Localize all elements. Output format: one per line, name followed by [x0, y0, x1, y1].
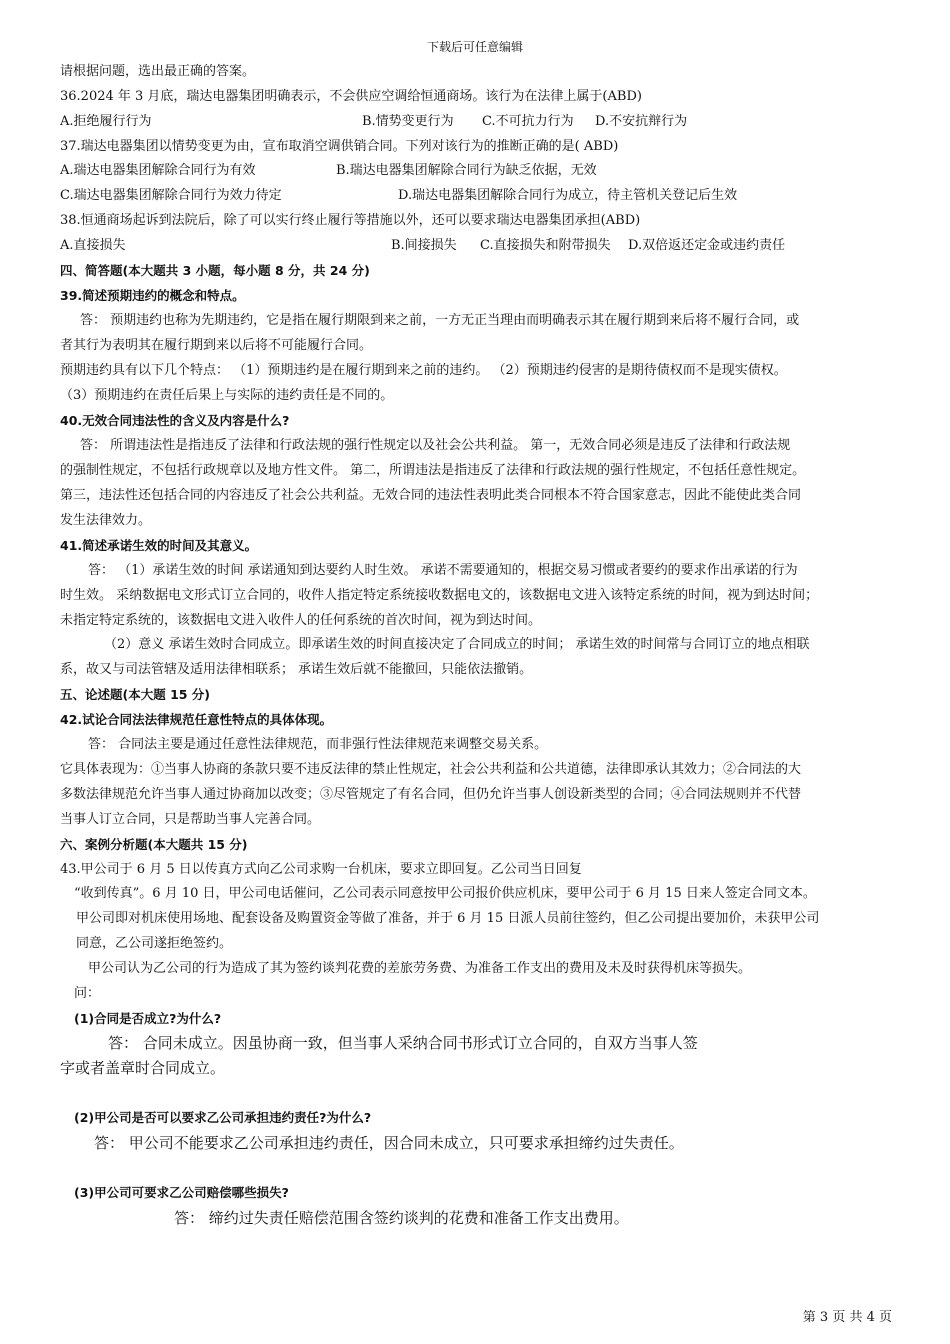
option-36-a: A.拒绝履行行为	[60, 114, 152, 129]
option-38-a: A.直接损失	[60, 238, 126, 253]
case-43-line-4: 同意，乙公司遂拒绝签约。	[76, 936, 233, 951]
option-36-b: B.情势变更行为	[362, 114, 454, 129]
answer-41-line-1: 答： （1）承诺生效的时间 承诺通知到达要约人时生效。 承诺不需要通知的，根据交易习惯或者要约的要求作出承诺的行为	[88, 563, 798, 578]
answer-41-line-3: 未指定特定系统的，该数据电文进入收件人的任何系统的首次时间，视为到达时间。	[60, 613, 542, 628]
answer-40-line-3: 第三，违法性还包括合同的内容违反了社会公共利益。无效合同的违法性表明此类合同根本不符合国家意志，因此不能使此类合同	[60, 488, 802, 503]
option-36-d: D.不安抗辩行为	[595, 114, 688, 129]
answer-39-line-2: 者其行为表明其在履行期到来以后将不可能履行合同。	[60, 338, 373, 353]
option-37-b: B.瑞达电器集团解除合同行为缺乏依据，无效	[336, 163, 597, 178]
section-heading-5: 五、论述题(本大题 15 分)	[60, 687, 211, 702]
answer-39-line-4: （3）预期违约在责任后果上与实际的违约责任是不同的。	[60, 388, 394, 403]
sub-question-2: (2)甲公司是否可以要求乙公司承担违约责任?为什么?	[74, 1110, 372, 1125]
option-38-d: D.双倍返还定金或违约责任	[628, 238, 786, 253]
option-36-c: C.不可抗力行为	[482, 114, 574, 129]
question-38: 38.恒通商场起诉到法院后，除了可以实行终止履行等措施以外，还可以要求瑞达电器集团承担(ABD)	[60, 213, 641, 228]
sub-answer-3: 答： 缔约过失责任赔偿范围含签约谈判的花费和准备工作支出费用。	[174, 1209, 629, 1227]
answer-42-line-2: 它具体表现为：①当事人协商的条款只要不违反法律的禁止性规定，社会公共利益和公共道德，法律即承认其效力；②合同法的大	[60, 762, 802, 777]
page-footer: 第 3 页 共 4 页	[802, 1310, 892, 1325]
answer-39-line-1: 答： 预期违约也称为先期违约，它是指在履行期限到来之前，一方无正当理由而明确表示其在履行期到来后将不履行合同，或	[80, 313, 800, 328]
section-heading-6: 六、案例分析题(本大题共 15 分)	[60, 837, 248, 852]
question-36: 36.2024 年 3 月底，瑞达电器集团明确表示，不会供应空调给恒通商场。该行为在法律上属于(ABD)	[60, 89, 642, 104]
case-43-line-1: 43.甲公司于 6 月 5 日以传真方式向乙公司求购一台机床，要求立即回复。乙公司当日回复	[60, 862, 582, 877]
question-40: 40.无效合同违法性的含义及内容是什么?	[60, 413, 290, 428]
question-42: 42.试论合同法法律规范任意性特点的具体体现。	[60, 712, 333, 727]
sub-answer-1-line-1: 答： 合同未成立。因虽协商一致，但当事人采纳合同书形式订立合同的，自双方当事人签	[108, 1034, 698, 1052]
answer-42-line-1: 答： 合同法主要是通过任意性法律规范，而非强行性法律规范来调整交易关系。	[88, 737, 548, 752]
answer-39-line-3: 预期违约具有以下几个特点： （1）预期违约是在履行期到来之前的违约。 （2）预期违约侵害的是期待债权而不是现实债权。	[60, 363, 787, 378]
question-41: 41.简述承诺生效的时间及其意义。	[60, 538, 258, 553]
option-37-d: D.瑞达电器集团解除合同行为成立，待主管机关登记后生效	[398, 188, 738, 203]
answer-42-line-4: 当事人订立合同，只是帮助当事人完善合同。	[60, 812, 321, 827]
answer-40-line-2: 的强制性规定，不包括行政规章以及地方性文件。 第二，所谓违法是指违反了法律和行政法规的强行性规定，不包括任意性规定。	[60, 463, 806, 478]
question-39: 39.简述预期违约的概念和特点。	[60, 288, 245, 303]
answer-40-line-4: 发生法律效力。	[60, 513, 152, 528]
case-43-line-5: 甲公司认为乙公司的行为造成了其为签约谈判花费的差旅劳务费、为准备工作支出的费用及未及时获得机床等损失。	[88, 961, 752, 976]
case-43-line-3: 甲公司即对机床使用场地、配套设备及购置资金等做了准备，并于 6 月 15 日派人员前往签约，但乙公司提出要加价，未获甲公司	[76, 911, 820, 926]
question-37: 37.瑞达电器集团以情势变更为由，宣布取消空调供销合同。下列对该行为的推断正确的是( ABD)	[60, 139, 619, 154]
answer-42-line-3: 多数法律规范允许当事人通过协商加以改变；③尽管规定了有名合同，但仍允许当事人创设新类型的合同；④合同法规则并不代替	[60, 787, 802, 802]
case-43-line-2: “收到传真”。6 月 10 日，甲公司电话催问，乙公司表示同意按甲公司报价供应机床，要甲公司于 6 月 15 日来人签定合同文本。	[74, 886, 816, 901]
sub-answer-2: 答： 甲公司不能要求乙公司承担违约责任，因合同未成立，只可要求承担缔约过失责任。	[94, 1134, 684, 1152]
option-38-b: B.间接损失	[391, 238, 457, 253]
instruction-text: 请根据问题，选出最正确的答案。	[60, 64, 256, 79]
option-37-a: A.瑞达电器集团解除合同行为有效	[60, 163, 256, 178]
answer-40-line-1: 答： 所谓违法性是指违反了法律和行政法规的强行性规定以及社会公共利益。 第一，无效合同必须是违反了法律和行政法规	[80, 438, 791, 453]
case-43-ask-label: 问：	[74, 986, 101, 1001]
sub-answer-1-line-2: 字或者盖章时合同成立。	[60, 1059, 226, 1077]
answer-41-line-4: （2）意义 承诺生效时合同成立。即承诺生效的时间直接决定了合同成立的时间； 承诺生效的时间常与合同订立的地点相联	[104, 637, 810, 652]
section-heading-4: 四、简答题(本大题共 3 小题，每小题 8 分，共 24 分)	[60, 263, 370, 278]
sub-question-1: (1)合同是否成立?为什么?	[74, 1011, 222, 1026]
option-38-c: C.直接损失和附带损失	[480, 238, 611, 253]
answer-41-line-2: 时生效。 采纳数据电文形式订立合同的，收件人指定特定系统接收数据电文的，该数据电文进入该特定系统的时间，视为到达时间；	[60, 588, 819, 603]
option-37-c: C.瑞达电器集团解除合同行为效力待定	[60, 188, 282, 203]
page-header: 下载后可任意编辑	[426, 40, 523, 54]
answer-41-line-5: 系，故又与司法管辖及适用法律相联系； 承诺生效后就不能撤回，只能依法撤销。	[60, 662, 533, 677]
sub-question-3: (3)甲公司可要求乙公司赔偿哪些损失?	[74, 1185, 289, 1200]
